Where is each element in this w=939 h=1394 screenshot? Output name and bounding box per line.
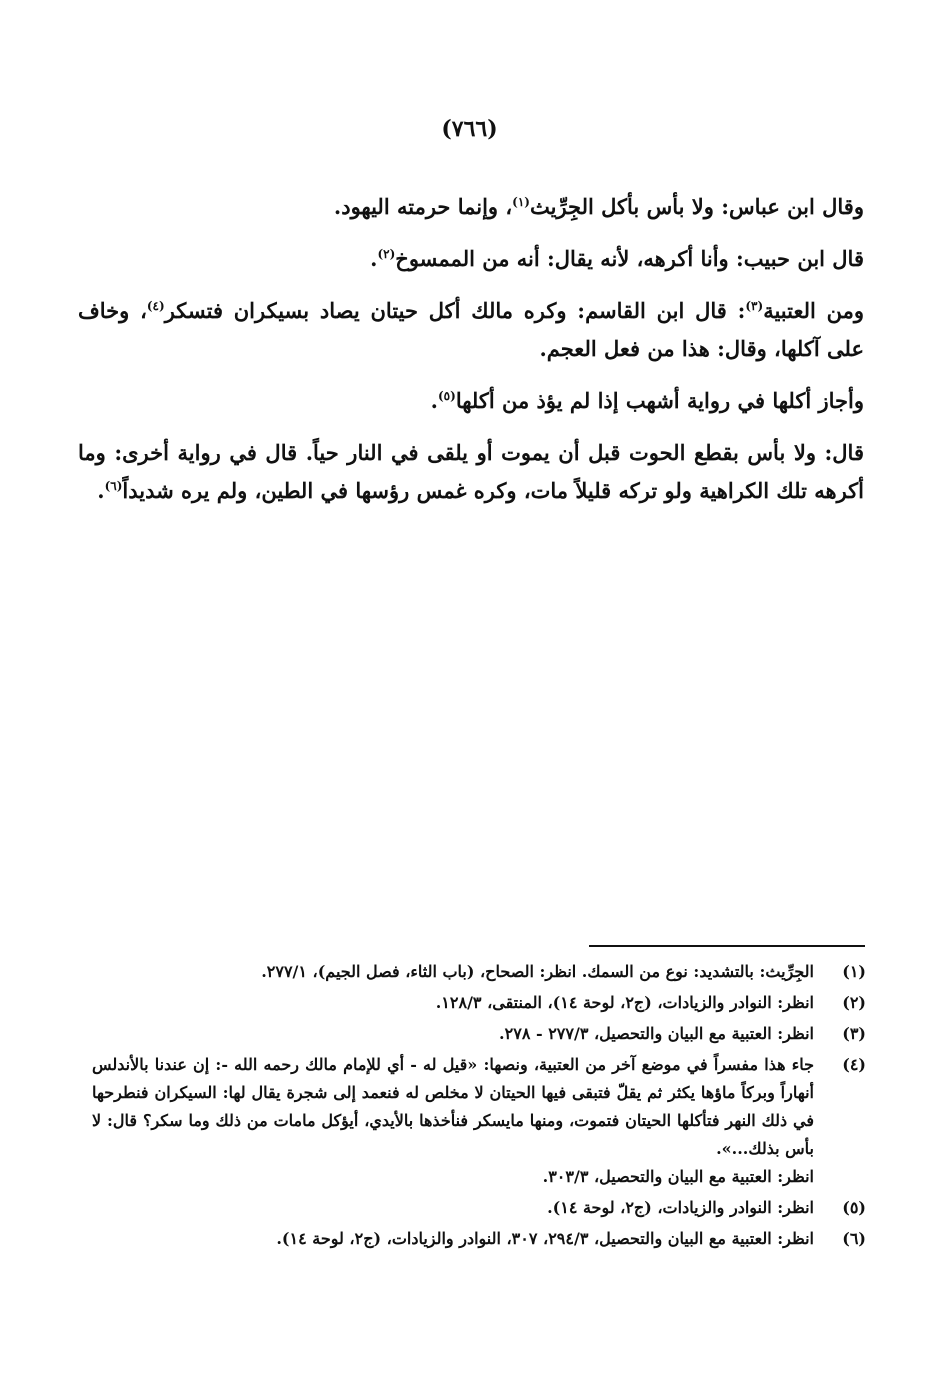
page-number: (٧٦٦) [441, 116, 498, 142]
footnote-number: (٢) [842, 993, 866, 1012]
footnote-text: انظر: النوادر والزيادات، (ج٢، لوحة ١٤)، المنتقى، ١٢٨/٣. [435, 993, 814, 1012]
footnote-line: جاء هذا مفسراً في موضع آخر من العتبية، ونصها: «قيل له - أي للإمام مالك رحمه الله -: إن عندنا بالأندلس أنهاراً وبركاً ماؤها يكثر ثم يقلّ فتبقى فيها الحيتان لا مخلص له فنعمد إلى شجرة يقال لها: السيكران فنطرحها في ذلك النهر فتأكلها الحيتان فتموت، ومنها مايسكر فنأخذها بالأيدي، أيؤكل مامات من ذلك وما سكر؟ قال: لا بأس بذلك...». [92, 1055, 815, 1158]
footnote-2 [92, 989, 866, 1017]
footnote-text: انظر: العتبية مع البيان والتحصيل، ٢٧٧/٣ - ٢٧٨. [499, 1024, 814, 1043]
paragraph-3: ومن العتبية$^{(٣)}$: قال ابن القاسم: وكره مالك أكل حيتان يصاد بسيكران فتسكر$^{(٤)}$، وخاف على آكلها، وقال: هذا من فعل العجم. [78, 298, 864, 361]
paragraph-4: وأجاز أكلها في رواية أشهب إذا لم يؤذ من أكلها$^{(٥)}$. [430, 388, 864, 413]
paragraph-5: قال: ولا بأس بقطع الحوت قبل أن يموت أو يلقى في النار حياً. قال في رواية أخرى: وما أكرهه تلك الكراهية ولو تركه قليلاً مات، وكره غمس رؤسها في الطين، ولم يره شديداً$^{(٦)}$. [78, 440, 864, 503]
paragraph-2: قال ابن حبيب: وأنا أكرهه، لأنه يقال: أنه من الممسوخ$^{(٢)}$. [370, 246, 864, 271]
footnote-number: (٥) [842, 1198, 866, 1217]
footnote-text: انظر: النوادر والزيادات، (ج٢، لوحة ١٤). [547, 1198, 814, 1217]
footnote-ref: (٥) [437, 389, 456, 403]
footnote-ref: (٣) [745, 299, 764, 313]
footnote-1 [92, 958, 866, 986]
footnote-5 [92, 1194, 866, 1222]
footnote-divider [589, 945, 865, 947]
footnote-number: (٣) [842, 1024, 866, 1043]
footnote-ref: (٦) [104, 479, 123, 493]
footnotes [92, 958, 866, 1256]
footnote-6 [92, 1225, 866, 1253]
footnote-ref: (٢) [377, 247, 396, 261]
main-text [78, 188, 864, 524]
footnote-4 [92, 1051, 866, 1191]
footnote-ref: (٤) [146, 299, 165, 313]
footnote-number: (٦) [842, 1229, 866, 1248]
footnote-3 [92, 1020, 866, 1048]
paragraph-1: وقال ابن عباس: ولا بأس بأكل الجِرِّيث$^{(١)}$، وإنما حرمته اليهود. [333, 194, 864, 219]
footnote-number: (٤) [842, 1055, 866, 1074]
footnote-text: انظر: العتبية مع البيان والتحصيل، ٢٩٤/٣، ٣٠٧، النوادر والزيادات، (ج٢، لوحة ١٤). [276, 1229, 814, 1248]
footnote-text [92, 1051, 814, 1191]
footnote-number: (١) [842, 962, 866, 981]
footnote-text: الجِرِّيث: بالتشديد: نوع من السمك. انظر: الصحاح، (باب الثاء، فصل الجيم)، ٢٧٧/١. [261, 962, 814, 981]
footnote-ref: (١) [512, 195, 530, 209]
footnote-line: انظر: العتبية مع البيان والتحصيل، ٣٠٣/٣. [542, 1167, 814, 1186]
